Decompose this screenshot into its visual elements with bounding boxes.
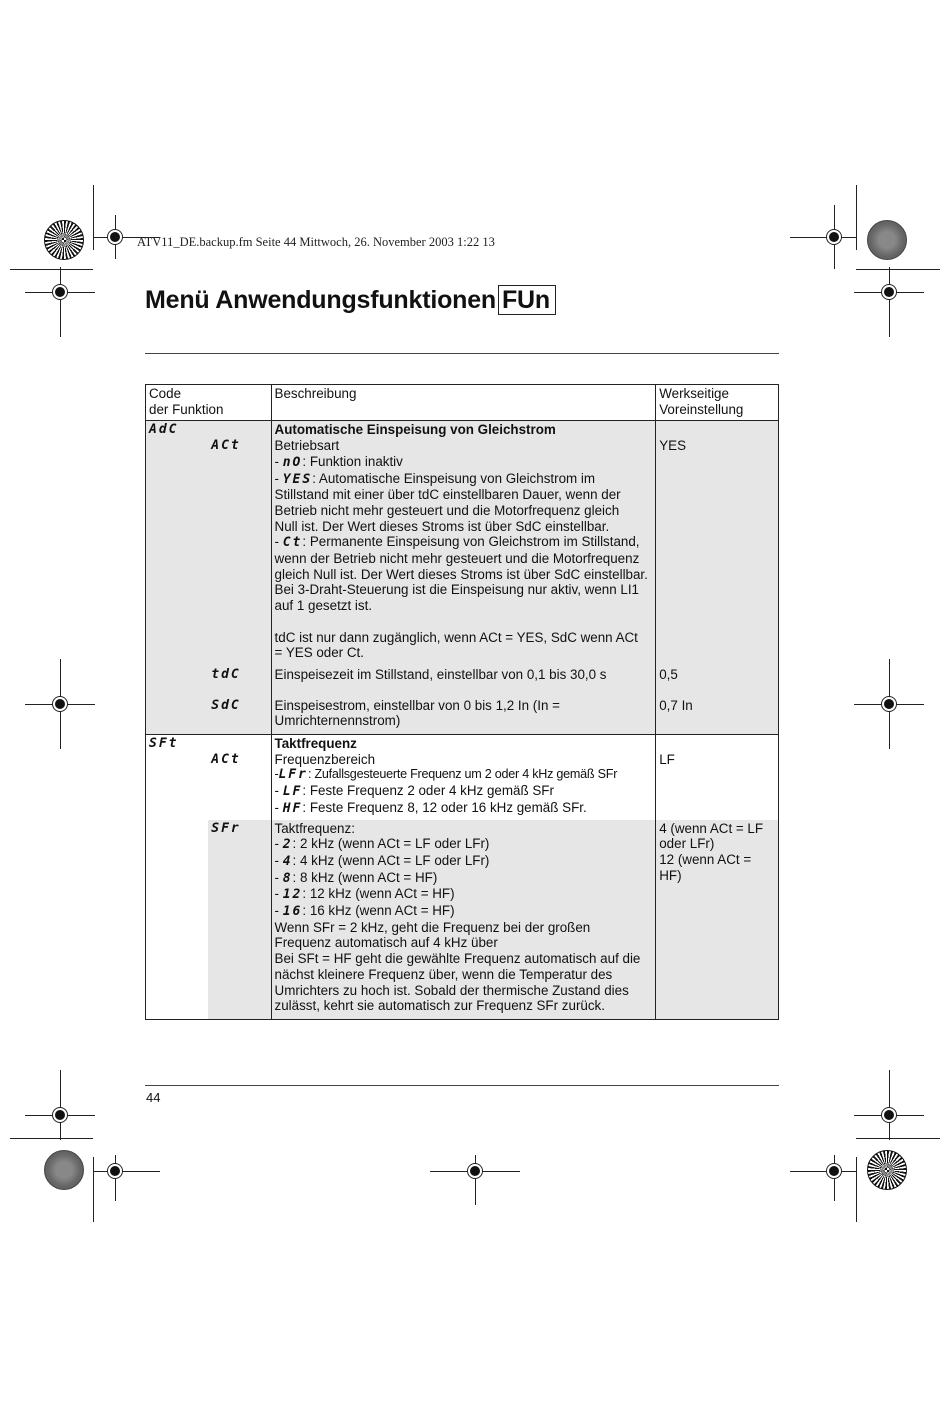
adc-act-label: Betriebsart bbox=[274, 438, 340, 454]
adc-option-yes-line: Stillstand mit einer über tdC einstellbaren Dauer, wenn der bbox=[274, 487, 621, 503]
tdc-default: 0,5 bbox=[656, 661, 779, 683]
sft-option-hf: - HF: Feste Frequenz 8, 12 oder 16 kHz gemäß SFr. bbox=[274, 799, 587, 816]
adc-option-ct-line: Bei 3-Draht-Steuerung ist die Einspeisung nur aktiv, wenn LI1 bbox=[274, 582, 640, 598]
header-code: Code bbox=[149, 386, 182, 401]
adc-option-ct-line: wenn der Betrieb nicht mehr gesteuert und die Motorfrequenz bbox=[274, 551, 640, 567]
sft-title: Taktfrequenz bbox=[274, 736, 357, 752]
code-sft-act: ACt bbox=[208, 735, 271, 820]
sfr-default-line: 12 (wenn ACt = bbox=[659, 851, 752, 867]
adc-option-yes: - YES: Automatische Einspeisung von Gleichstrom im bbox=[274, 470, 596, 487]
footer-rule bbox=[145, 1085, 779, 1086]
registration-circle-icon bbox=[867, 220, 907, 260]
sfr-option-2: - 2: 2 kHz (wenn ACt = LF oder LFr) bbox=[274, 836, 490, 853]
function-table bbox=[145, 384, 779, 1020]
table-row-sft bbox=[146, 735, 779, 820]
code-sdc: SdC bbox=[208, 683, 271, 735]
code-adc-act: ACt bbox=[208, 421, 271, 661]
header-code-sub: der Funktion bbox=[149, 401, 224, 417]
sdc-description: Einspeisestrom, einstellbar von 0 bis 1,2 In (In = bbox=[274, 697, 560, 713]
sfr-label: Taktfrequenz: bbox=[274, 820, 355, 836]
adc-option-ct: - Ct: Permanente Einspeisung von Gleichstrom im Stillstand, bbox=[274, 534, 640, 551]
header-default-sub: Voreinstellung bbox=[659, 401, 744, 417]
sfr-note-line: zulässt, kehrt sie automatisch zur Frequenz SFr zurück. bbox=[274, 998, 605, 1014]
page-title-text: Menü Anwendungsfunktionen bbox=[145, 286, 496, 314]
sfr-note-line: Wenn SFr = 2 kHz, geht die Frequenz bei der großen bbox=[274, 919, 591, 935]
sfr-note-line: nächst kleinere Frequenz über, wenn die Temperatur des bbox=[274, 966, 613, 982]
registration-star-icon bbox=[867, 1150, 907, 1190]
title-rule bbox=[145, 353, 779, 354]
sfr-option-16: - 16: 16 kHz (wenn ACt = HF) bbox=[274, 903, 455, 920]
adc-title: Automatische Einspeisung von Gleichstrom bbox=[274, 422, 556, 438]
page-title bbox=[145, 286, 556, 315]
sft-option-lfr: -LFr: Zufallsgesteuerte Frequenz um 2 oder 4 kHz gemäß SFr bbox=[274, 767, 618, 783]
code-adc: AdC bbox=[146, 421, 209, 661]
sft-option-lf: - LF: Feste Frequenz 2 oder 4 kHz gemäß SFr bbox=[274, 783, 554, 800]
sfr-default: 4 (wenn ACt = LF bbox=[659, 820, 764, 836]
code-sft: SFt bbox=[146, 735, 209, 820]
page-number: 44 bbox=[146, 1090, 161, 1105]
sdc-default: 0,7 In bbox=[656, 683, 779, 735]
sfr-option-4: - 4: 4 kHz (wenn ACt = LF oder LFr) bbox=[274, 852, 490, 869]
table-row-sfr bbox=[146, 820, 779, 1020]
tdc-description: Einspeisezeit im Stillstand, einstellbar von 0,1 bis 30,0 s bbox=[271, 661, 656, 683]
sfr-note-line: Frequenz automatisch auf 4 kHz über bbox=[274, 935, 498, 951]
sfr-option-12: - 12: 12 kHz (wenn ACt = HF) bbox=[274, 886, 455, 903]
table-header-row bbox=[146, 385, 779, 421]
header-default: Werkseitige bbox=[659, 386, 729, 401]
registration-star-icon bbox=[44, 220, 84, 260]
adc-option-ct-line: gleich Null ist. Der Wert dieses Stroms ist über SdC einstellbar. bbox=[274, 566, 648, 582]
adc-option-yes-line: Null ist. Der Wert dieses Stroms ist über SdC einstellbar. bbox=[274, 518, 610, 534]
adc-option-no: - nO: Funktion inaktiv bbox=[274, 453, 403, 470]
adc-option-yes-line: Betrieb nicht mehr gesteuert und die Motorfrequenz gleich bbox=[274, 502, 620, 518]
sfr-default-line: oder LFr) bbox=[659, 836, 715, 852]
sfr-option-8: - 8: 8 kHz (wenn ACt = HF) bbox=[274, 869, 438, 886]
code-tdc: tdC bbox=[208, 661, 271, 683]
header-description: Beschreibung bbox=[274, 386, 357, 401]
file-meta-line: ATV11_DE.backup.fm Seite 44 Mittwoch, 26. November 2003 1:22 13 bbox=[137, 235, 495, 249]
adc-note-line: = YES oder Ct. bbox=[274, 645, 364, 661]
sft-act-default: LF bbox=[656, 735, 779, 820]
table-row-adc bbox=[146, 421, 779, 661]
sfr-note-line: Umrichters zu hoch ist. Sobald der thermische Zustand dies bbox=[274, 982, 629, 998]
registration-circle-icon bbox=[44, 1150, 84, 1190]
adc-note-line: tdC ist nur dann zugänglich, wenn ACt = YES, SdC wenn ACt bbox=[274, 629, 638, 645]
code-sfr: SFr bbox=[208, 820, 271, 1020]
sft-act-label: Frequenzbereich bbox=[274, 751, 376, 767]
adc-act-default: YES bbox=[656, 421, 779, 661]
menu-code-box: FUn bbox=[498, 285, 556, 315]
sdc-description-line: Umrichternennstrom) bbox=[274, 713, 401, 729]
table-row-sdc bbox=[146, 683, 779, 735]
sfr-note-line: Bei SFt = HF geht die gewählte Frequenz automatisch auf die bbox=[274, 951, 641, 967]
table-row-tdc bbox=[146, 661, 779, 683]
sfr-default-line: HF) bbox=[659, 867, 682, 883]
adc-option-ct-line: auf 1 gesetzt ist. bbox=[274, 598, 373, 614]
